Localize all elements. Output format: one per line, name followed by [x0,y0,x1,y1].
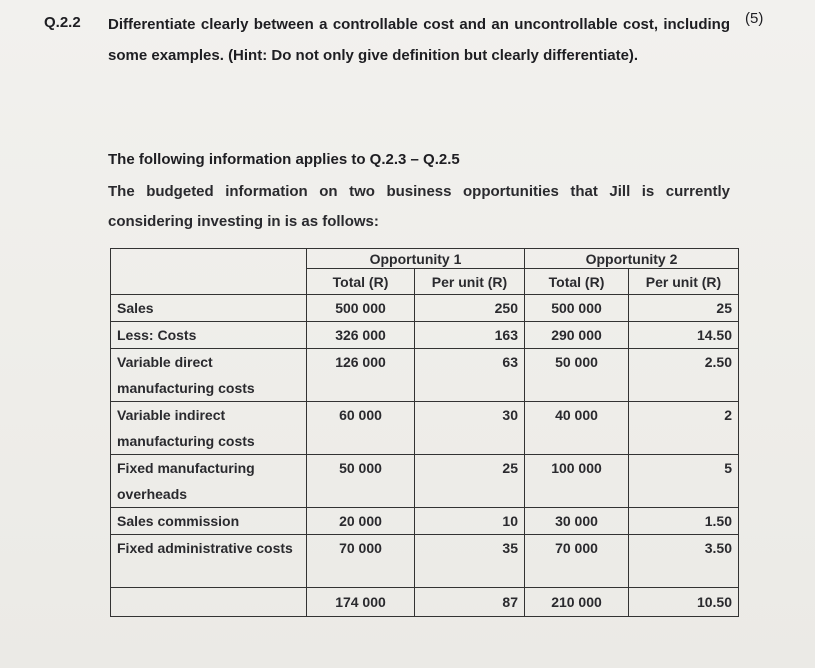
cell-o1-total: 500 000 [307,295,415,322]
cell-o2-per-unit: 5 [629,455,739,508]
cell-o1-per-unit: 87 [415,588,525,617]
row-label: Fixed administrative costs [111,535,307,588]
cell-o1-per-unit: 35 [415,535,525,588]
cell-o2-total: 70 000 [525,535,629,588]
row-label: Variable indirect manufacturing costs [111,402,307,455]
cell-o2-total: 40 000 [525,402,629,455]
cell-o2-total: 100 000 [525,455,629,508]
row-label: Variable direct manufacturing costs [111,349,307,402]
table-row [111,588,739,617]
row-label: Less: Costs [111,322,307,349]
cell-o2-per-unit: 25 [629,295,739,322]
cell-o1-per-unit: 163 [415,322,525,349]
intro-title: The following information applies to Q.2.3 – Q.2.5 [108,151,460,168]
row-label [111,588,307,617]
header-o1-per-unit: Per unit (R) [415,269,525,295]
budget-table [110,248,739,617]
cell-o1-total: 326 000 [307,322,415,349]
intro-body: The budgeted information on two business opportunities that Jill is currently considering investing in is as follows: [108,183,730,230]
header-o2-total: Total (R) [525,269,629,295]
row-label: Sales [111,295,307,322]
cell-o2-total: 30 000 [525,508,629,535]
table-row [111,402,739,455]
table-row [111,508,739,535]
cell-o1-total: 20 000 [307,508,415,535]
cell-o2-per-unit: 14.50 [629,322,739,349]
header-opportunity-2: Opportunity 2 [525,249,739,269]
table-header-blank [111,249,307,295]
question-number: Q.2.2 [44,14,81,31]
question-marks: (5) [745,10,764,27]
question-text: Differentiate clearly between a controllable cost and an uncontrollable cost, including some examples. (Hint: Do not only give definition but clearly differentiate). [108,16,730,64]
cell-o2-per-unit: 2.50 [629,349,739,402]
cell-o1-per-unit: 10 [415,508,525,535]
header-o2-per-unit: Per unit (R) [629,269,739,295]
table-row [111,349,739,402]
cell-o2-per-unit: 3.50 [629,535,739,588]
cell-o2-total: 50 000 [525,349,629,402]
cell-o1-total: 50 000 [307,455,415,508]
cell-o2-per-unit: 2 [629,402,739,455]
table-row [111,295,739,322]
cell-o2-total: 290 000 [525,322,629,349]
cell-o2-per-unit: 10.50 [629,588,739,617]
cell-o2-total: 210 000 [525,588,629,617]
cell-o1-total: 126 000 [307,349,415,402]
cell-o2-per-unit: 1.50 [629,508,739,535]
cell-o1-per-unit: 30 [415,402,525,455]
header-opportunity-1: Opportunity 1 [307,249,525,269]
row-label: Fixed manufacturing overheads [111,455,307,508]
cell-o1-total: 70 000 [307,535,415,588]
header-o1-total: Total (R) [307,269,415,295]
cell-o1-per-unit: 250 [415,295,525,322]
cell-o1-total: 60 000 [307,402,415,455]
cell-o1-total: 174 000 [307,588,415,617]
table-row [111,455,739,508]
cell-o1-per-unit: 63 [415,349,525,402]
table-row [111,535,739,588]
cell-o2-total: 500 000 [525,295,629,322]
table-row [111,322,739,349]
row-label: Sales commission [111,508,307,535]
cell-o1-per-unit: 25 [415,455,525,508]
